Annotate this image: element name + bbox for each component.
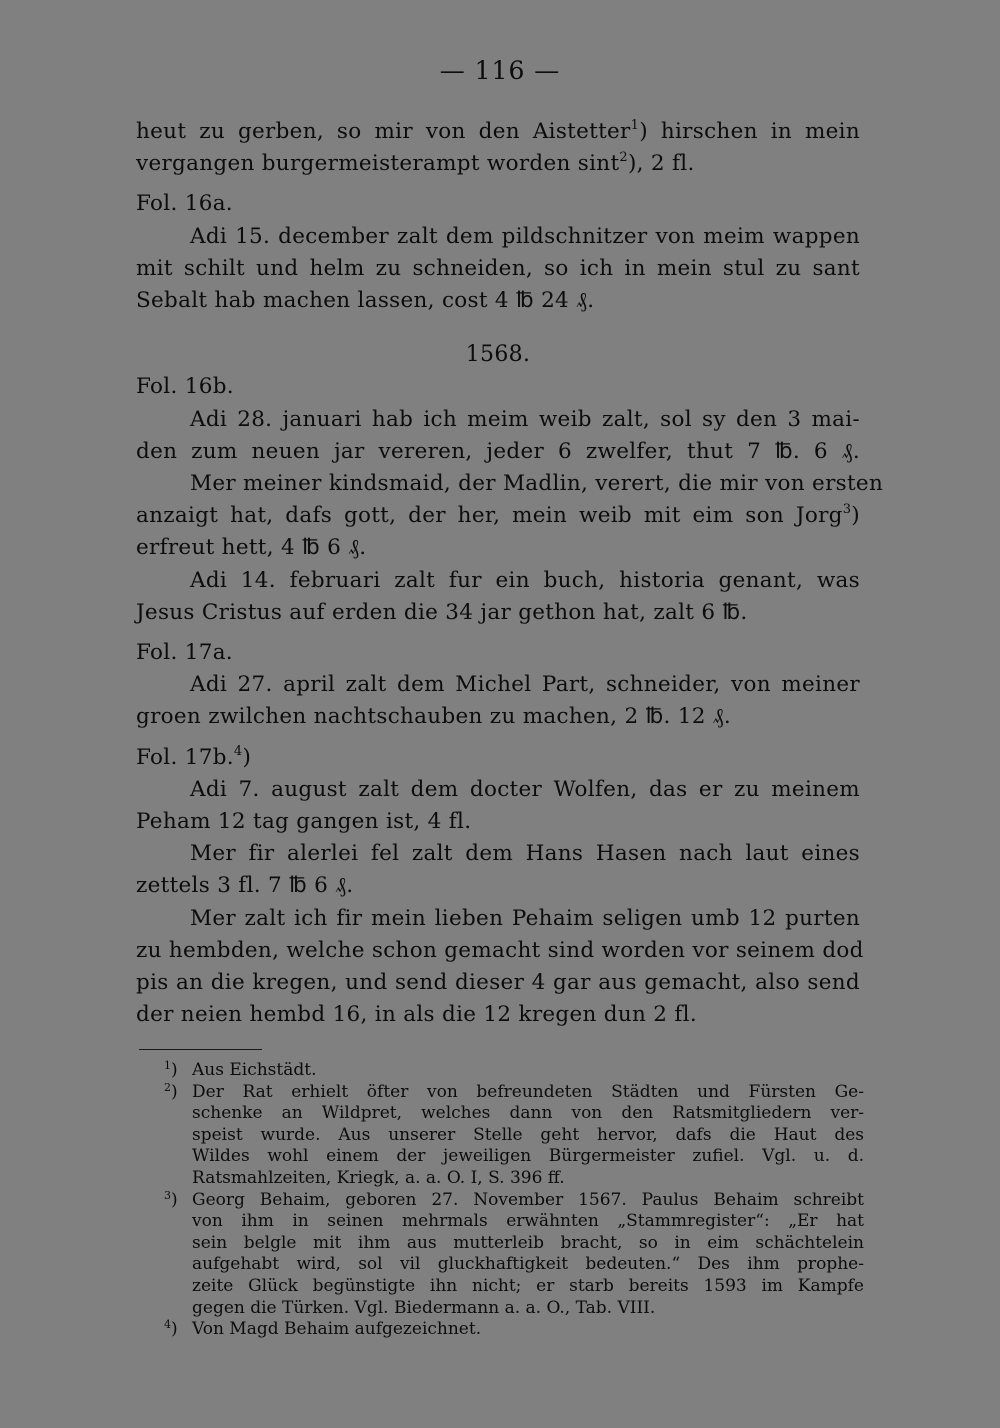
footnote-line: Der Rat erhielt öfter von befreundeten Städten und Fürsten Ge- (192, 1081, 864, 1102)
text-line: Fol. 16b. (136, 374, 234, 400)
footnote-line: Ratsmahlzeiten, Kriegk, a. a. O. I, S. 396 ff. (192, 1167, 565, 1188)
footnote-marker: $^3$) (164, 1188, 178, 1210)
text-line: zettels 3 fl. 7 ℔ 6 ₰. (136, 873, 354, 899)
footnote-marker: $^1$) (164, 1059, 178, 1080)
text-line: Adi 7. august zalt dem docter Wolfen, das er zu meinem (190, 776, 860, 802)
text-line: vergangen burgermeisterampt worden sint$^2$), 2 fl. (136, 150, 695, 177)
text-line: Fol. 17a. (136, 640, 233, 666)
footnote-line: aufgehabt wird, sol vil gluckhaftigkeit bedeuten.“ Des ihm prophe- (192, 1254, 864, 1275)
text-line: Sebalt hab machen lassen, cost 4 ℔ 24 ₰. (136, 288, 595, 314)
footnote-line: von ihm in seinen mehrmals erwähnten „Stammregister“: „Er hat (192, 1211, 864, 1232)
footnote-marker: $^2$) (164, 1080, 178, 1102)
footnote-line: Georg Behaim, geboren 27. November 1567. Paulus Behaim schreibt (192, 1189, 864, 1210)
footnote-line: gegen die Türken. Vgl. Biedermann a. a. O., Tab. VIII. (192, 1297, 656, 1318)
text-line: erfreut hett, 4 ℔ 6 ₰. (136, 535, 367, 561)
text-line: Peham 12 tag gangen ist, 4 fl. (136, 809, 472, 835)
footnote-ref: 2 (619, 150, 628, 166)
text-line: Mer fir alerlei fel zalt dem Hans Hasen nach laut eines (190, 841, 860, 867)
footnote (136, 1190, 864, 1320)
footnote-line: sein belgle mit ihm aus mutterleib bracht, so in eim schächtelein (192, 1232, 864, 1253)
main-text (136, 116, 884, 1031)
text-line: Adi 28. januari hab ich meim weib zalt, sol sy den 3 mai- (190, 406, 860, 432)
footnote (136, 1082, 864, 1190)
page-number: — 116 — (439, 56, 561, 85)
footnote-line: schenke an Wildpret, welches dann von den Ratsmitgliedern ver- (192, 1103, 864, 1124)
text-line: groen zwilchen nachtschauben zu machen, 2 ℔. 12 ₰. (136, 704, 731, 730)
text-line: Jesus Cristus auf erden die 34 jar gethon hat, zalt 6 ℔. (136, 599, 748, 625)
text-line: Mer zalt ich fir mein lieben Pehaim seligen umb 12 purten (190, 905, 860, 931)
text-line: Adi 15. december zalt dem pildschnitzer von meim wappen (190, 223, 860, 249)
footnote-ref: 3 (842, 502, 852, 518)
footnote-ref: 1 (630, 118, 640, 133)
text-line: Adi 14. februari zalt fur ein buch, historia genant, was (190, 567, 860, 593)
text-line: der neien hembd 16, in als die 12 kregen dun 2 fl. (136, 1002, 697, 1028)
footnote-line: Aus Eichstädt. (192, 1060, 317, 1080)
footnote (136, 1060, 864, 1082)
text-line: heut zu gerben, so mir von den Aistetter$^1$) hirschen in mein (136, 118, 861, 144)
footnote-line: zeite Glück begünstigte ihn nicht; er starb bereits 1593 im Kampfe (192, 1275, 864, 1296)
footnote-line: Wildes wohl einem der jeweiligen Bürgermeister zufiel. Vgl. u. d. (192, 1146, 864, 1167)
text-line: pis an die kregen, und send dieser 4 gar aus gemacht, also send (136, 970, 860, 996)
footnotes (136, 1060, 864, 1341)
text-line: anzaigt hat, dafs gott, der her, mein weib mit eim son Jorg$^3$) (136, 502, 860, 529)
text-line: Fol. 17b.$^4$) (136, 743, 252, 770)
footnote (136, 1319, 864, 1341)
text-line: mit schilt und helm zu schneiden, so ich in mein stul zu sant (136, 255, 860, 281)
text-line: zu hembden, welche schon gemacht sind worden vor seinem dod (136, 937, 864, 963)
text-line: Adi 27. april zalt dem Michel Part, schneider, von meiner (190, 672, 860, 698)
footnote-line: speist wurde. Aus unserer Stelle geht hervor, dafs die Haut des (192, 1124, 864, 1145)
text-line: 1568. (465, 342, 531, 368)
footnote-ref: 4 (233, 743, 243, 759)
footnote-rule (139, 1049, 262, 1050)
footnote-marker: $^4$) (164, 1318, 178, 1340)
text-line: Mer meiner kindsmaid, der Madlin, verert, die mir von ersten (190, 471, 884, 497)
text-line: Fol. 16a. (136, 191, 233, 217)
footnote-line: Von Magd Behaim aufgezeichnet. (192, 1319, 482, 1340)
text-line: den zum neuen jar vereren, jeder 6 zwelfer, thut 7 ℔. 6 ₰. (136, 438, 860, 464)
